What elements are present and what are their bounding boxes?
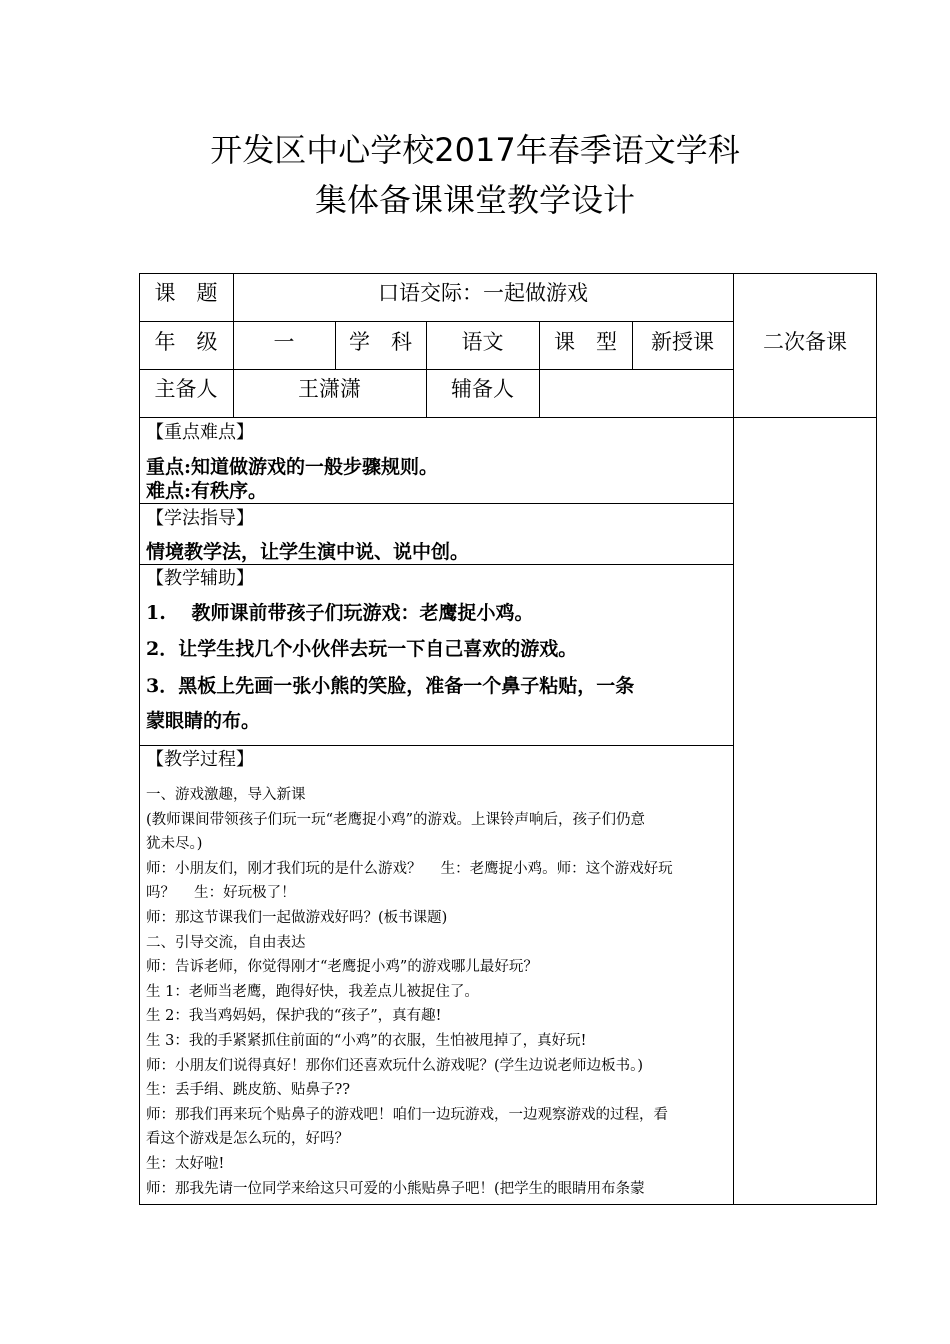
assist-prep-label: 辅备人 [451, 377, 514, 401]
main-prep-value: 王潇潇 [298, 377, 361, 401]
process-heading: 【教学过程】 [146, 749, 254, 770]
process-line: 生 1：老师当老鹰，跑得好快，我差点儿被捉住了。 [146, 983, 479, 1000]
difficulty-line: 难点:有秩序。 [146, 480, 268, 502]
aids-line: 3．黑板上先画一张小熊的笑脸，准备一个鼻子粘贴，一条 [146, 675, 635, 697]
process-line: 生 3：我的手紧紧抓住前面的“小鸡”的衣服，生怕被甩掉了，真好玩! [146, 1033, 587, 1049]
process-line: 生：丢手绢、跳皮筋、贴鼻子?? [146, 1082, 351, 1099]
process-line: 师：那我们再来玩个贴鼻子的游戏吧！咱们一边玩游戏，一边观察游戏的过程，看 [146, 1106, 668, 1123]
process-line: 吗？ 生：好玩极了！ [146, 885, 296, 902]
process-line: 二、引导交流，自由表达 [146, 934, 306, 951]
aids-line: 2．让学生找几个小伙伴去玩一下自己喜欢的游戏。 [146, 638, 578, 660]
aids-heading: 【教学辅助】 [146, 568, 254, 589]
document-title-line1: 开发区中心学校2017年春季语文学科 [210, 131, 740, 169]
process-line: 师：那这节课我们一起做游戏好吗？(板书课题) [146, 910, 448, 926]
grade-value: 一 [273, 330, 295, 354]
process-line: 生：太好啦! [146, 1156, 225, 1172]
table-rule [139, 321, 733, 322]
process-line: (教师课间带领孩子们玩一玩“老鹰捉小鸡”的游戏。上课铃声响后，孩子们仍意 [146, 811, 645, 828]
process-line: 犹未尽。) [146, 836, 203, 853]
aids-line: 蒙眼睛的布。 [146, 710, 261, 732]
process-line: 师：那我先请一位同学来给这只可爱的小熊贴鼻子吧！(把学生的眼睛用布条蒙 [146, 1180, 645, 1197]
table-rule [139, 369, 733, 370]
subject-value: 语文 [461, 330, 504, 354]
aids-line: 1. 教师课前带孩子们玩游戏：老鹰捉小鸡。 [146, 602, 534, 624]
type-value: 新授课 [651, 330, 714, 354]
key-point-line: 重点:知道做游戏的一般步骤规则。 [146, 456, 439, 478]
table-rule [139, 417, 877, 418]
document-title-line2: 集体备课课堂教学设计 [314, 181, 635, 219]
table-rule [139, 745, 733, 746]
grade-label: 年 级 [154, 330, 218, 354]
method-line: 情境教学法，让学生演中说、说中创。 [146, 541, 470, 563]
key-points-heading: 【重点难点】 [146, 422, 254, 443]
process-line: 生 2：我当鸡妈妈，保护我的“孩子”，真有趣! [146, 1008, 442, 1025]
subject-label: 学 科 [349, 330, 412, 354]
process-line: 一、游戏激趣，导入新课 [146, 787, 306, 803]
main-prep-label: 主备人 [154, 377, 218, 401]
process-line: 师：小朋友们，刚才我们玩的是什么游戏？ 生：老鹰捉小鸡。师：这个游戏好玩 [146, 860, 673, 877]
type-label: 课 型 [554, 330, 617, 354]
process-line: 看这个游戏是怎么玩的，好吗？ [146, 1131, 349, 1148]
process-line: 师：小朋友们说得真好！那你们还喜欢玩什么游戏呢？(学生边说老师边板书。) [146, 1057, 644, 1074]
process-line: 师：告诉老师，你觉得刚才“老鹰捉小鸡”的游戏哪儿最好玩？ [146, 959, 538, 976]
table-rule [733, 273, 734, 1205]
table-rule [139, 503, 733, 504]
method-heading: 【学法指导】 [146, 508, 254, 529]
second-prep-label: 二次备课 [763, 330, 847, 354]
topic-label: 课 题 [154, 281, 218, 305]
topic-value: 口语交际：一起做游戏 [378, 281, 588, 305]
